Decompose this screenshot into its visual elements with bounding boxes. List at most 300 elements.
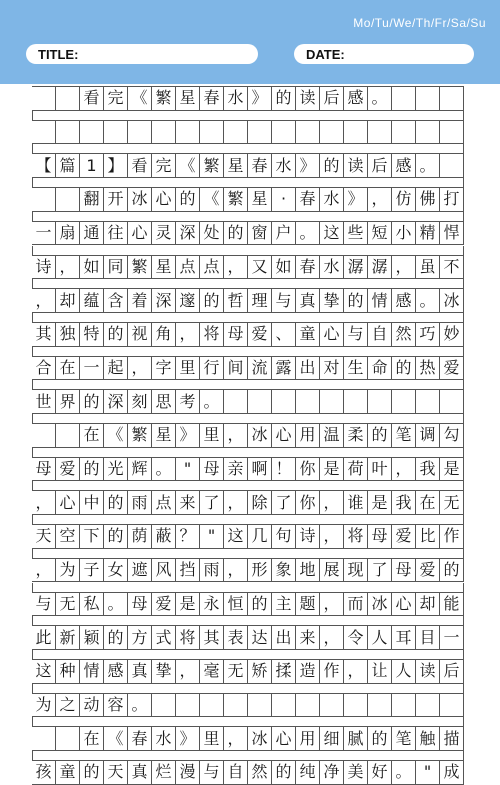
row-gap	[32, 650, 464, 659]
grid-cell: 繁	[128, 255, 152, 280]
grid-cell: ，	[224, 726, 248, 751]
grid-cell: 看	[128, 153, 152, 178]
grid-cell: ，	[224, 423, 248, 448]
grid-cell: 窗	[248, 221, 272, 246]
grid-cell: ？	[176, 524, 200, 549]
grid-cell: 读	[344, 153, 368, 178]
grid-cell	[392, 693, 416, 718]
grid-cell	[32, 187, 56, 212]
grid-cell: 几	[248, 524, 272, 549]
grid-cell: 开	[104, 187, 128, 212]
grid-cell: 深	[176, 221, 200, 246]
grid-cell: 却	[416, 592, 440, 617]
grid-cell: 热	[416, 356, 440, 381]
grid-cell: 出	[272, 625, 296, 650]
grid-cell: ，	[344, 659, 368, 684]
grid-cell	[224, 389, 248, 414]
grid-cell: 读	[296, 86, 320, 111]
row-gap	[32, 178, 464, 187]
grid-cell: 蕴	[80, 288, 104, 313]
grid-cell: 深	[152, 288, 176, 313]
grid-cell: 情	[80, 659, 104, 684]
grid-cell: 成	[440, 760, 464, 785]
text-row	[32, 726, 464, 751]
grid-cell: 潺	[344, 255, 368, 280]
grid-cell: 细	[320, 726, 344, 751]
text-row	[32, 86, 464, 111]
grid-cell: 是	[176, 592, 200, 617]
grid-cell: 动	[80, 693, 104, 718]
grid-cell: 间	[224, 356, 248, 381]
grid-cell	[272, 120, 296, 145]
grid-cell	[104, 120, 128, 145]
grid-cell: 诗	[296, 524, 320, 549]
grid-cell: 荫	[128, 524, 152, 549]
text-row	[32, 120, 464, 145]
grid-cell: 的	[104, 322, 128, 347]
grid-cell: 完	[152, 153, 176, 178]
grid-cell: 调	[416, 423, 440, 448]
grid-cell: 子	[80, 558, 104, 583]
text-row	[32, 760, 464, 785]
text-row	[32, 490, 464, 515]
grid-cell: 的	[80, 389, 104, 414]
grid-cell: 字	[152, 356, 176, 381]
grid-cell: 雨	[200, 558, 224, 583]
grid-cell	[392, 120, 416, 145]
grid-cell	[320, 693, 344, 718]
row-gap	[32, 380, 464, 389]
date-field[interactable]	[294, 44, 474, 64]
grid-cell	[296, 120, 320, 145]
grid-cell: 是	[320, 457, 344, 482]
grid-cell: 心	[272, 423, 296, 448]
grid-cell: 母	[392, 558, 416, 583]
grid-cell: 啊	[248, 457, 272, 482]
grid-cell: ，	[128, 356, 152, 381]
grid-cell: 》	[248, 86, 272, 111]
grid-cell: 佛	[416, 187, 440, 212]
grid-cell: 一	[80, 356, 104, 381]
grid-cell: 。	[368, 86, 392, 111]
grid-cell	[56, 120, 80, 145]
grid-cell: 思	[152, 389, 176, 414]
grid-cell: 冰	[248, 726, 272, 751]
grid-cell: 造	[296, 659, 320, 684]
grid-cell	[32, 120, 56, 145]
grid-cell: 在	[416, 490, 440, 515]
grid-cell: 主	[272, 592, 296, 617]
grid-cell: 笔	[392, 726, 416, 751]
grid-cell: 视	[128, 322, 152, 347]
grid-cell: 。	[104, 592, 128, 617]
title-label: TITLE:	[38, 46, 79, 62]
text-row	[32, 592, 464, 617]
grid-cell: 的	[392, 356, 416, 381]
grid-cell	[200, 693, 224, 718]
grid-cell: 邃	[176, 288, 200, 313]
grid-cell: 理	[248, 288, 272, 313]
grid-cell: 春	[128, 726, 152, 751]
grid-cell: 。	[416, 153, 440, 178]
grid-cell: 。	[416, 288, 440, 313]
grid-cell: ，	[224, 558, 248, 583]
grid-cell: 烂	[152, 760, 176, 785]
grid-cell: 挚	[320, 288, 344, 313]
text-row	[32, 558, 464, 583]
grid-cell: 的	[80, 457, 104, 482]
row-gap	[32, 111, 464, 120]
grid-cell: 界	[56, 389, 80, 414]
grid-cell: 风	[152, 558, 176, 583]
grid-cell: 母	[32, 457, 56, 482]
grid-cell: 水	[224, 86, 248, 111]
grid-cell: ，	[32, 490, 56, 515]
grid-cell: 读	[416, 659, 440, 684]
grid-cell: 打	[440, 187, 464, 212]
grid-cell: 哲	[224, 288, 248, 313]
grid-cell: 遮	[128, 558, 152, 583]
grid-cell: 与	[344, 322, 368, 347]
grid-cell	[248, 120, 272, 145]
grid-cell: 含	[104, 288, 128, 313]
grid-cell: 表	[224, 625, 248, 650]
grid-cell: 无	[440, 490, 464, 515]
grid-cell: 。	[296, 221, 320, 246]
grid-cell: 《	[128, 86, 152, 111]
grid-cell: 将	[200, 322, 224, 347]
grid-cell: 作	[320, 659, 344, 684]
row-gap	[32, 313, 464, 322]
text-row	[32, 153, 464, 178]
grid-cell: 用	[296, 726, 320, 751]
grid-cell: 扇	[56, 221, 80, 246]
grid-cell: 之	[56, 693, 80, 718]
grid-cell	[320, 389, 344, 414]
grid-cell: 完	[104, 86, 128, 111]
text-row	[32, 221, 464, 246]
grid-cell: 深	[104, 389, 128, 414]
grid-cell: ！	[272, 457, 296, 482]
grid-cell	[152, 693, 176, 718]
grid-cell: 新	[56, 625, 80, 650]
grid-cell	[392, 389, 416, 414]
grid-cell: 心	[320, 322, 344, 347]
grid-cell: 水	[320, 255, 344, 280]
grid-cell: 感	[104, 659, 128, 684]
grid-cell: 心	[128, 221, 152, 246]
grid-cell: 冰	[368, 592, 392, 617]
grid-cell: 这	[32, 659, 56, 684]
grid-cell: 又	[248, 255, 272, 280]
grid-cell: 的	[200, 288, 224, 313]
grid-cell: 爱	[248, 322, 272, 347]
grid-paper	[32, 86, 464, 782]
row-gap	[32, 144, 464, 153]
grid-cell: 春	[296, 255, 320, 280]
grid-cell: 爱	[392, 524, 416, 549]
grid-cell: 的	[344, 288, 368, 313]
grid-cell	[440, 153, 464, 178]
grid-cell: 的	[440, 558, 464, 583]
grid-cell	[224, 693, 248, 718]
grid-cell: 我	[392, 490, 416, 515]
grid-cell: 合	[32, 356, 56, 381]
row-gap	[32, 549, 464, 558]
grid-cell: 而	[344, 592, 368, 617]
grid-cell: 自	[368, 322, 392, 347]
grid-cell: ，	[176, 659, 200, 684]
grid-cell: 灵	[152, 221, 176, 246]
grid-cell: 除	[248, 490, 272, 515]
grid-cell: 的	[176, 187, 200, 212]
grid-cell: 小	[392, 221, 416, 246]
grid-cell: "	[176, 457, 200, 482]
grid-cell: 挚	[152, 659, 176, 684]
grid-cell: 童	[56, 760, 80, 785]
grid-cell: 种	[56, 659, 80, 684]
date-label: DATE:	[306, 46, 345, 62]
row-gap	[32, 279, 464, 288]
grid-cell: 母	[128, 592, 152, 617]
text-row	[32, 288, 464, 313]
grid-cell: 比	[416, 524, 440, 549]
text-row	[32, 625, 464, 650]
grid-cell: 繁	[128, 423, 152, 448]
grid-cell: 命	[368, 356, 392, 381]
grid-cell: 句	[272, 524, 296, 549]
grid-cell: ，	[320, 592, 344, 617]
grid-cell: 荷	[344, 457, 368, 482]
grid-cell: 在	[56, 356, 80, 381]
grid-cell: 爱	[152, 592, 176, 617]
grid-cell: 地	[296, 558, 320, 583]
grid-cell: 春	[200, 86, 224, 111]
grid-cell: 形	[248, 558, 272, 583]
grid-cell: 天	[104, 760, 128, 785]
grid-cell: 感	[392, 288, 416, 313]
grid-cell: 里	[200, 423, 224, 448]
grid-cell: 将	[344, 524, 368, 549]
weekday-selector[interactable]: Mo/Tu/We/Th/Fr/Sa/Su	[353, 16, 486, 30]
grid-cell: ，	[176, 322, 200, 347]
grid-cell: 作	[440, 524, 464, 549]
grid-cell: 无	[56, 592, 80, 617]
grid-cell: 翻	[80, 187, 104, 212]
grid-cell: 妙	[440, 322, 464, 347]
grid-cell: 其	[200, 625, 224, 650]
grid-cell: 通	[80, 221, 104, 246]
grid-cell: 叶	[368, 457, 392, 482]
grid-cell: 仿	[392, 187, 416, 212]
text-row	[32, 389, 464, 414]
grid-cell: 同	[104, 255, 128, 280]
grid-cell: 让	[368, 659, 392, 684]
grid-cell: 是	[368, 490, 392, 515]
row-gap	[32, 481, 464, 490]
grid-cell: ，	[224, 255, 248, 280]
grid-cell: 这	[320, 221, 344, 246]
grid-cell: 春	[248, 153, 272, 178]
grid-cell: 》	[176, 726, 200, 751]
grid-cell: 美	[344, 760, 368, 785]
grid-cell: 天	[32, 524, 56, 549]
row-gap	[32, 347, 464, 356]
grid-cell: 诗	[32, 255, 56, 280]
text-row	[32, 255, 464, 280]
grid-cell: 你	[296, 457, 320, 482]
grid-cell: ，	[392, 255, 416, 280]
row-gap	[32, 448, 464, 457]
grid-cell: 矫	[248, 659, 272, 684]
grid-cell: 《	[200, 187, 224, 212]
grid-cell: ，	[224, 490, 248, 515]
grid-cell: 冰	[440, 288, 464, 313]
grid-cell	[200, 120, 224, 145]
grid-cell: 繁	[224, 187, 248, 212]
grid-cell: 的	[80, 760, 104, 785]
grid-cell: 式	[152, 625, 176, 650]
grid-cell: 繁	[152, 86, 176, 111]
grid-cell	[440, 120, 464, 145]
grid-cell: 母	[200, 457, 224, 482]
grid-cell: 如	[80, 255, 104, 280]
grid-cell: 人	[392, 659, 416, 684]
grid-cell: 颖	[80, 625, 104, 650]
grid-cell: 里	[200, 726, 224, 751]
grid-cell	[32, 423, 56, 448]
grid-cell: 勾	[440, 423, 464, 448]
grid-cell: 起	[104, 356, 128, 381]
grid-cell: 现	[344, 558, 368, 583]
grid-cell: 自	[224, 760, 248, 785]
grid-cell: 星	[248, 187, 272, 212]
grid-cell: 心	[56, 490, 80, 515]
grid-cell: 然	[392, 322, 416, 347]
grid-cell: 悍	[440, 221, 464, 246]
grid-cell: 触	[416, 726, 440, 751]
grid-cell: 的	[368, 726, 392, 751]
text-row	[32, 659, 464, 684]
grid-cell	[368, 120, 392, 145]
grid-cell	[392, 86, 416, 111]
text-row	[32, 457, 464, 482]
grid-cell: 心	[152, 187, 176, 212]
grid-cell: 私	[80, 592, 104, 617]
grid-cell: 来	[296, 625, 320, 650]
grid-cell: 描	[440, 726, 464, 751]
grid-cell	[128, 120, 152, 145]
grid-cell	[248, 389, 272, 414]
text-row	[32, 187, 464, 212]
grid-cell: 令	[344, 625, 368, 650]
grid-cell: 点	[200, 255, 224, 280]
grid-cell	[416, 693, 440, 718]
text-row	[32, 524, 464, 549]
grid-cell: ，	[320, 524, 344, 549]
grid-cell: 星	[224, 153, 248, 178]
grid-cell: 了	[272, 490, 296, 515]
grid-cell: 流	[248, 356, 272, 381]
grid-cell: 《	[104, 726, 128, 751]
grid-cell: 能	[440, 592, 464, 617]
grid-cell: 了	[368, 558, 392, 583]
row-gap	[32, 616, 464, 625]
grid-cell: 。	[128, 693, 152, 718]
grid-cell: 《	[104, 423, 128, 448]
grid-cell: 此	[32, 625, 56, 650]
grid-cell: 爱	[56, 457, 80, 482]
grid-cell: 温	[320, 423, 344, 448]
grid-cell: 点	[176, 255, 200, 280]
grid-cell: 的	[104, 524, 128, 549]
grid-cell: 的	[104, 625, 128, 650]
grid-cell	[344, 120, 368, 145]
row-gap	[32, 246, 464, 255]
grid-cell: 女	[104, 558, 128, 583]
grid-cell: 恒	[224, 592, 248, 617]
grid-cell: 篇	[56, 153, 80, 178]
grid-cell: 星	[152, 423, 176, 448]
grid-cell: 的	[224, 221, 248, 246]
grid-cell: 刻	[128, 389, 152, 414]
grid-cell: 辉	[128, 457, 152, 482]
grid-cell: 点	[152, 490, 176, 515]
row-gap	[32, 751, 464, 760]
grid-cell: 的	[248, 592, 272, 617]
grid-cell	[440, 86, 464, 111]
grid-cell: ，	[32, 288, 56, 313]
grid-cell: 揉	[272, 659, 296, 684]
grid-cell: 笔	[392, 423, 416, 448]
grid-cell: ·	[272, 187, 296, 212]
grid-cell: 亲	[224, 457, 248, 482]
grid-cell: 爱	[416, 558, 440, 583]
grid-cell: 蔽	[152, 524, 176, 549]
grid-cell	[344, 693, 368, 718]
grid-cell: 后	[320, 86, 344, 111]
grid-cell: 的	[320, 153, 344, 178]
grid-cell: 感	[344, 86, 368, 111]
grid-cell	[296, 389, 320, 414]
grid-cell	[368, 389, 392, 414]
row-gap	[32, 212, 464, 221]
grid-cell	[152, 120, 176, 145]
text-row	[32, 693, 464, 718]
grid-cell: 后	[440, 659, 464, 684]
grid-cell: 特	[80, 322, 104, 347]
row-gap	[32, 684, 464, 693]
grid-cell: 里	[176, 356, 200, 381]
grid-cell: 》	[296, 153, 320, 178]
grid-cell: 冰	[128, 187, 152, 212]
grid-cell: 容	[104, 693, 128, 718]
grid-cell: 的	[272, 86, 296, 111]
grid-cell: 水	[272, 153, 296, 178]
grid-cell: 用	[296, 423, 320, 448]
grid-cell: 情	[368, 288, 392, 313]
grid-cell	[176, 693, 200, 718]
grid-cell: 《	[176, 153, 200, 178]
grid-cell	[368, 693, 392, 718]
grid-cell: 》	[344, 187, 368, 212]
grid-cell: 与	[32, 592, 56, 617]
title-field[interactable]	[26, 44, 258, 64]
grid-cell: 挡	[176, 558, 200, 583]
grid-cell: 出	[296, 356, 320, 381]
grid-cell: 题	[296, 592, 320, 617]
grid-cell: 象	[272, 558, 296, 583]
